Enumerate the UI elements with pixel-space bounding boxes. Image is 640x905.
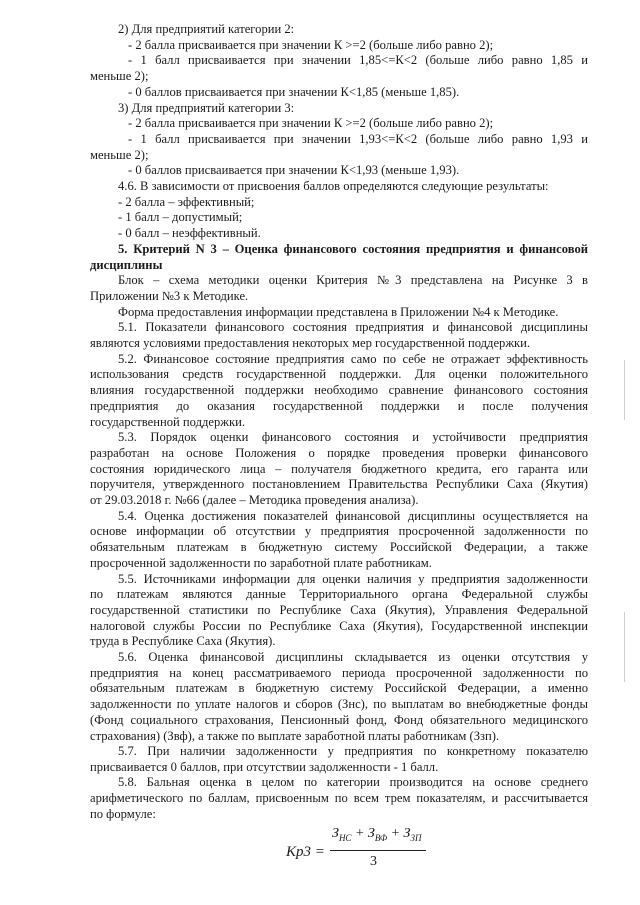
text-line: - 2 балла – эффективный; bbox=[118, 195, 255, 209]
text-line: - 2 балла присваивается при значении К >=2 (больше либо равно 2); bbox=[128, 38, 494, 52]
text-line: от 29.03.2018 г. №66 (далее – Методика проведения анализа). bbox=[90, 493, 419, 507]
text-line: состояния юридического лица – получателя бюджетного кредита, его гаранта или bbox=[90, 462, 588, 476]
text-line: - 2 балла присваивается при значении К >=2 (больше либо равно 2); bbox=[128, 116, 494, 130]
text-line: труда в Республике Саха (Якутия). bbox=[90, 634, 276, 648]
formula-term-2: З bbox=[367, 826, 375, 841]
formula-fraction-bar bbox=[330, 850, 426, 851]
text-line: предприятия на конец рассматриваемого периода просроченной задолженности по bbox=[90, 666, 588, 680]
text-line: по платежам являются данные Территориального органа Федеральной службы bbox=[90, 587, 588, 601]
text-line: основе информации об отсутствии у предприятия просроченной задолженности по bbox=[90, 524, 588, 538]
text-line: 5.3. Порядок оценки финансового состояния и устойчивости предприятия bbox=[118, 430, 588, 444]
formula-kr3 bbox=[286, 822, 436, 888]
text-line: просроченной задолженности по заработной плате работникам. bbox=[90, 556, 432, 570]
text-line: обязательным платежам в бюджетную систему Российской Федерации, а также bbox=[90, 540, 588, 554]
text-line: - 1 балл присваивается при значении 1,85<=К<2 (больше либо равно 1,85 и bbox=[128, 53, 588, 67]
formula-plus-1: + bbox=[351, 826, 368, 841]
text-line: Блок – схема методики оценки Критерия №3 представлена на Рисунке 3 в bbox=[118, 273, 588, 287]
text-line: страхования) (Звф), а также по выплате заработной платы работникам (Ззп). bbox=[90, 729, 500, 743]
text-line: - 1 балл – допустимый; bbox=[118, 210, 243, 224]
formula-sub-2: ВФ bbox=[374, 832, 388, 843]
section-heading-line: дисциплины bbox=[90, 258, 163, 272]
text-line: Форма предоставления информации представлена в Приложении №4 к Методике. bbox=[118, 305, 559, 319]
text-line: арифметического по баллам, присвоенным по всем трем показателям, и рассчитывается bbox=[90, 791, 588, 805]
formula-sub-3: ЗП bbox=[410, 832, 422, 843]
text-line: являются условиями предоставления некоторых мер государственной поддержки. bbox=[90, 336, 531, 350]
section-heading-line: 5. Критерий N 3 – Оценка финансового состояния предприятия и финансовой bbox=[118, 242, 588, 256]
formula-sub-1: НС bbox=[338, 832, 352, 843]
text-line: меньше 2); bbox=[90, 148, 149, 162]
formula-term-1: З bbox=[332, 826, 339, 841]
text-line: меньше 2); bbox=[90, 69, 149, 83]
text-line: использования средств государственной поддержки. Для оценки положительного bbox=[90, 367, 588, 381]
text-line: - 0 баллов присваивается при значении К<1,93 (меньше 1,93). bbox=[128, 163, 460, 177]
text-line: 3) Для предприятий категории 3: bbox=[118, 101, 295, 115]
text-line: (Фонд социального страхования, Пенсионный фонд, Фонд обязательного медицинского bbox=[90, 713, 588, 727]
formula-term-3: З bbox=[403, 826, 411, 841]
text-line: влияния государственной поддержки необходимо сравнение финансового состояния bbox=[90, 383, 588, 397]
text-line: поручителя, утвержденного постановлением Правительства Республики Саха (Якутия) bbox=[90, 477, 588, 491]
text-line: - 0 балл – неэффективный. bbox=[118, 226, 261, 240]
text-line: 4.6. В зависимости от присвоения баллов определяются следующие результаты: bbox=[118, 179, 549, 193]
formula-denominator: 3 bbox=[370, 854, 377, 869]
formula-lhs: Кр3 = bbox=[286, 844, 325, 860]
text-line: 5.1. Показатели финансового состояния предприятия и финансовой дисциплины bbox=[118, 320, 588, 334]
text-line: обязательным платежам в бюджетную систему Российской Федерации, а именно bbox=[90, 681, 588, 695]
formula-numerator bbox=[332, 826, 421, 843]
scan-edge-mark bbox=[624, 612, 625, 682]
text-line: разработан на основе Положения о порядке проведения проверки финансового bbox=[90, 446, 588, 460]
text-line: Приложении №3 к Методике. bbox=[90, 289, 249, 303]
text-line: по формуле: bbox=[90, 807, 156, 821]
text-line: 5.2. Финансовое состояние предприятия само по себе не отражает эффективность bbox=[118, 352, 588, 366]
text-line: - 1 балл присваивается при значении 1,93<=К<2 (больше либо равно 1,93 и bbox=[128, 132, 588, 146]
text-line: налоговой службы России по Республике Саха (Якутия), Государственной инспекции bbox=[90, 619, 588, 633]
text-line: присваивается 0 баллов, при отсутствии задолженности - 1 балл. bbox=[90, 760, 439, 774]
scan-edge-mark bbox=[624, 360, 625, 420]
text-line: предприятия до оказания государственной поддержки и после получения bbox=[90, 399, 588, 413]
text-line: 2) Для предприятий категории 2: bbox=[118, 22, 295, 36]
formula-plus-2: + bbox=[387, 826, 404, 841]
text-line: задолженности по уплате налогов и сборов (Знс), по выплатам во внебюджетные фонды bbox=[90, 697, 588, 711]
text-line: государственной статистики по Республике Саха (Якутия), Управления Федеральной bbox=[90, 603, 588, 617]
text-line: 5.6. Оценка финансовой дисциплины складывается из оценки отсутствия у bbox=[118, 650, 588, 664]
text-line: государственной поддержки. bbox=[90, 415, 245, 429]
text-line: 5.5. Источниками информации для оценки наличия у предприятия задолженности bbox=[118, 572, 588, 586]
text-line: 5.8. Бальная оценка в целом по категории производится на основе среднего bbox=[118, 775, 588, 789]
text-line: 5.4. Оценка достижения показателей финансовой дисциплины осуществляется на bbox=[118, 509, 588, 523]
text-line: 5.7. При наличии задолженности у предприятия по конкретному показателю bbox=[118, 744, 588, 758]
text-line: - 0 баллов присваивается при значении К<1,85 (меньше 1,85). bbox=[128, 85, 460, 99]
